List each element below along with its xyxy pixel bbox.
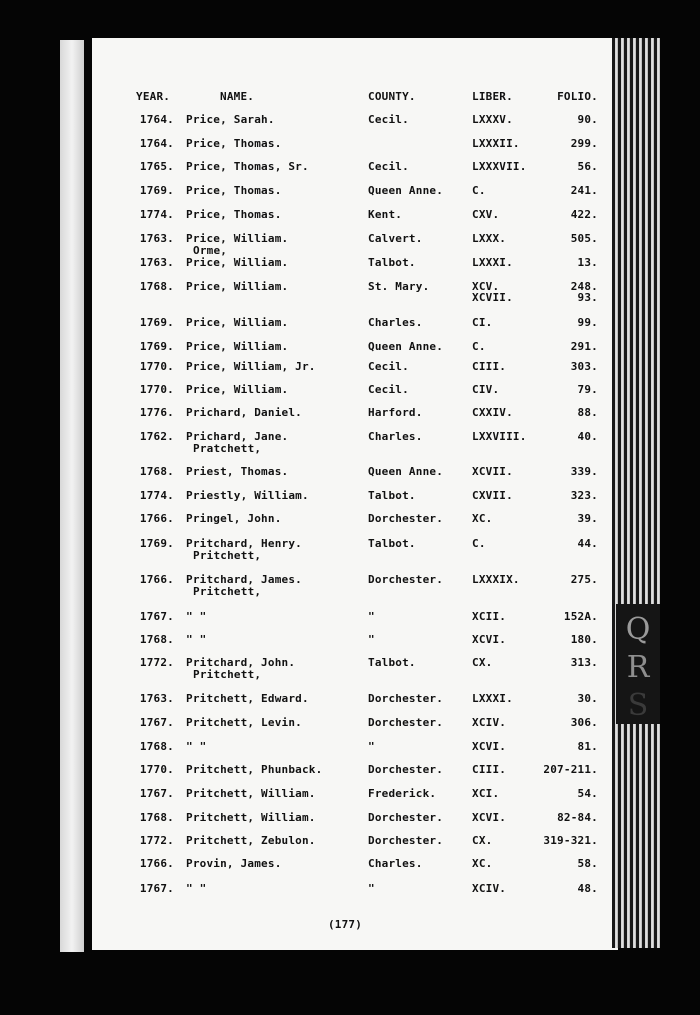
- cell-liber: XCVII.: [472, 465, 513, 478]
- cell-folio: 56.: [577, 160, 598, 173]
- cell-name: " ": [186, 740, 207, 753]
- cell-folio: 88.: [577, 406, 598, 419]
- cell-liber: LXXXI.: [472, 256, 513, 269]
- cell-county: Talbot.: [368, 537, 416, 550]
- cell-liber: C.: [472, 340, 486, 353]
- cell-year: 1770.: [139, 360, 174, 373]
- cell-year: 1770.: [139, 763, 174, 776]
- cell-folio: 93.: [577, 291, 598, 304]
- cell-county: Frederick.: [368, 787, 437, 800]
- cell-liber: XCVI.: [472, 633, 507, 646]
- cell-year: 1769.: [139, 340, 174, 353]
- cell-liber: CI.: [472, 316, 493, 329]
- cell-liber: LXXVIII.: [472, 430, 527, 443]
- cell-county: Dorchester.: [368, 716, 444, 729]
- cell-name: Pritchett,: [193, 549, 262, 562]
- cell-name: Price, William.: [186, 280, 289, 293]
- cell-folio: 79.: [577, 383, 598, 396]
- cell-county: Queen Anne.: [368, 340, 444, 353]
- cell-year: 1768.: [139, 740, 174, 753]
- cell-county: Cecil.: [368, 383, 409, 396]
- cell-year: 1764.: [139, 113, 174, 126]
- cell-county: Talbot.: [368, 256, 416, 269]
- cell-county: Charles.: [368, 430, 423, 443]
- cell-year: 1765.: [139, 160, 174, 173]
- cell-name: Price, Thomas.: [186, 184, 282, 197]
- cell-folio: 90.: [577, 113, 598, 126]
- cell-liber: XC.: [472, 857, 493, 870]
- cell-name: Pritchett, Phunback.: [186, 763, 323, 776]
- cell-liber: LXXXII.: [472, 137, 520, 150]
- cell-liber: CIV.: [472, 383, 500, 396]
- cell-folio: 275.: [570, 573, 598, 586]
- book-spine: [612, 38, 660, 948]
- cell-folio: 505.: [570, 232, 598, 245]
- cell-county: ": [368, 882, 375, 895]
- cell-name: Priest, Thomas.: [186, 465, 289, 478]
- cell-year: 1766.: [139, 512, 174, 525]
- cell-name: Price, William.: [186, 316, 289, 329]
- cell-name: Orme,: [193, 244, 228, 257]
- cell-folio: 44.: [577, 537, 598, 550]
- cell-liber: C.: [472, 184, 486, 197]
- cell-name: Pritchett, Zebulon.: [186, 834, 316, 847]
- cell-year: 1774.: [139, 208, 174, 221]
- cell-county: Calvert.: [368, 232, 423, 245]
- header-year: YEAR.: [136, 90, 171, 103]
- cell-folio: 339.: [570, 465, 598, 478]
- cell-county: Harford.: [368, 406, 423, 419]
- tab-letter-s: S: [627, 688, 649, 723]
- cell-folio: 40.: [577, 430, 598, 443]
- cell-name: Pritchard, John.: [186, 656, 296, 669]
- cell-liber: LXXXIX.: [472, 573, 520, 586]
- cell-county: ": [368, 633, 375, 646]
- cell-name: Price, Thomas.: [186, 208, 282, 221]
- cell-year: 1767.: [139, 882, 174, 895]
- cell-folio: 299.: [570, 137, 598, 150]
- cell-year: 1763.: [139, 692, 174, 705]
- cell-folio: 180.: [570, 633, 598, 646]
- cell-liber: CXXIV.: [472, 406, 513, 419]
- cell-county: Dorchester.: [368, 512, 444, 525]
- cell-year: 1768.: [139, 633, 174, 646]
- cell-county: Cecil.: [368, 160, 409, 173]
- cell-liber: CXV.: [472, 208, 500, 221]
- cell-county: Cecil.: [368, 113, 409, 126]
- cell-county: Dorchester.: [368, 811, 444, 824]
- cell-folio: 48.: [577, 882, 598, 895]
- cell-year: 1776.: [139, 406, 174, 419]
- cell-liber: XCIV.: [472, 882, 507, 895]
- cell-liber: XCVI.: [472, 740, 507, 753]
- header-name: NAME.: [220, 90, 255, 103]
- cell-liber: LXXXV.: [472, 113, 513, 126]
- cell-county: ": [368, 740, 375, 753]
- header-liber: LIBER.: [472, 90, 513, 103]
- cell-county: Charles.: [368, 857, 423, 870]
- cell-liber: CIII.: [472, 360, 507, 373]
- cell-name: Prichard, Daniel.: [186, 406, 302, 419]
- cell-name: Price, Sarah.: [186, 113, 275, 126]
- cell-liber: CX.: [472, 834, 493, 847]
- tab-letter-r: R: [626, 650, 650, 685]
- cell-county: Cecil.: [368, 360, 409, 373]
- cell-year: 1766.: [139, 857, 174, 870]
- cell-folio: 422.: [570, 208, 598, 221]
- cell-year: 1764.: [139, 137, 174, 150]
- cell-name: Price, William, Jr.: [186, 360, 316, 373]
- cell-folio: 248.: [570, 280, 598, 293]
- cell-folio: 319-321.: [543, 834, 598, 847]
- cell-folio: 207-211.: [543, 763, 598, 776]
- cell-year: 1767.: [139, 787, 174, 800]
- header-folio: FOLIO.: [557, 90, 598, 103]
- cell-year: 1767.: [139, 610, 174, 623]
- cell-folio: 39.: [577, 512, 598, 525]
- cell-name: Pratchett,: [193, 442, 262, 455]
- cell-liber: C.: [472, 537, 486, 550]
- cell-name: Pritchard, James.: [186, 573, 302, 586]
- cell-name: Price, William.: [186, 383, 289, 396]
- index-tab: [616, 604, 660, 724]
- cell-name: Pringel, John.: [186, 512, 282, 525]
- cell-county: Talbot.: [368, 489, 416, 502]
- cell-liber: LXXXVII.: [472, 160, 527, 173]
- cell-name: Price, William.: [186, 256, 289, 269]
- cell-folio: 323.: [570, 489, 598, 502]
- cell-year: 1769.: [139, 184, 174, 197]
- cell-year: 1769.: [139, 316, 174, 329]
- binder-edge: [60, 40, 84, 952]
- cell-liber: XCVI.: [472, 811, 507, 824]
- cell-county: ": [368, 610, 375, 623]
- cell-name: Pritchard, Henry.: [186, 537, 302, 550]
- cell-folio: 81.: [577, 740, 598, 753]
- cell-name: Price, Thomas, Sr.: [186, 160, 309, 173]
- cell-name: Pritchett,: [193, 585, 262, 598]
- cell-year: 1772.: [139, 656, 174, 669]
- cell-name: Price, William.: [186, 340, 289, 353]
- cell-year: 1762.: [139, 430, 174, 443]
- cell-liber: XCVII.: [472, 291, 513, 304]
- cell-year: 1768.: [139, 280, 174, 293]
- cell-folio: 58.: [577, 857, 598, 870]
- cell-folio: 306.: [570, 716, 598, 729]
- cell-name: Price, William.: [186, 232, 289, 245]
- cell-county: Queen Anne.: [368, 465, 444, 478]
- cell-folio: 241.: [570, 184, 598, 197]
- cell-year: 1768.: [139, 465, 174, 478]
- cell-county: Dorchester.: [368, 573, 444, 586]
- cell-county: St. Mary.: [368, 280, 430, 293]
- cell-name: Prichard, Jane.: [186, 430, 289, 443]
- cell-name: " ": [186, 882, 207, 895]
- cell-name: Pritchett, William.: [186, 787, 316, 800]
- cell-county: Dorchester.: [368, 763, 444, 776]
- cell-liber: CIII.: [472, 763, 507, 776]
- cell-year: 1763.: [139, 232, 174, 245]
- cell-year: 1766.: [139, 573, 174, 586]
- cell-folio: 13.: [577, 256, 598, 269]
- cell-folio: 152A.: [563, 610, 598, 623]
- cell-liber: CXVII.: [472, 489, 513, 502]
- header-county: COUNTY.: [368, 90, 416, 103]
- tab-letter-q: Q: [625, 612, 651, 647]
- cell-folio: 313.: [570, 656, 598, 669]
- cell-liber: LXXX.: [472, 232, 507, 245]
- cell-folio: 54.: [577, 787, 598, 800]
- cell-year: 1768.: [139, 811, 174, 824]
- cell-county: Dorchester.: [368, 692, 444, 705]
- cell-liber: XCIV.: [472, 716, 507, 729]
- cell-liber: XC.: [472, 512, 493, 525]
- cell-name: " ": [186, 633, 207, 646]
- cell-liber: XCV.: [472, 280, 500, 293]
- cell-folio: 291.: [570, 340, 598, 353]
- cell-liber: XCI.: [472, 787, 500, 800]
- cell-name: Pritchett,: [193, 668, 262, 681]
- cell-county: Kent.: [368, 208, 403, 221]
- cell-folio: 303.: [570, 360, 598, 373]
- cell-year: 1772.: [139, 834, 174, 847]
- cell-county: Dorchester.: [368, 834, 444, 847]
- cell-liber: CX.: [472, 656, 493, 669]
- cell-name: Pritchett, Levin.: [186, 716, 302, 729]
- cell-name: Provin, James.: [186, 857, 282, 870]
- cell-year: 1774.: [139, 489, 174, 502]
- cell-year: 1763.: [139, 256, 174, 269]
- cell-folio: 82-84.: [557, 811, 598, 824]
- cell-county: Talbot.: [368, 656, 416, 669]
- cell-name: Priestly, William.: [186, 489, 309, 502]
- cell-year: 1770.: [139, 383, 174, 396]
- cell-name: " ": [186, 610, 207, 623]
- cell-name: Pritchett, William.: [186, 811, 316, 824]
- cell-liber: LXXXI.: [472, 692, 513, 705]
- cell-name: Price, Thomas.: [186, 137, 282, 150]
- cell-folio: 30.: [577, 692, 598, 705]
- page-number: (177): [327, 918, 363, 931]
- cell-county: Charles.: [368, 316, 423, 329]
- cell-year: 1769.: [139, 537, 174, 550]
- cell-folio: 99.: [577, 316, 598, 329]
- cell-county: Queen Anne.: [368, 184, 444, 197]
- cell-liber: XCII.: [472, 610, 507, 623]
- cell-year: 1767.: [139, 716, 174, 729]
- cell-name: Pritchett, Edward.: [186, 692, 309, 705]
